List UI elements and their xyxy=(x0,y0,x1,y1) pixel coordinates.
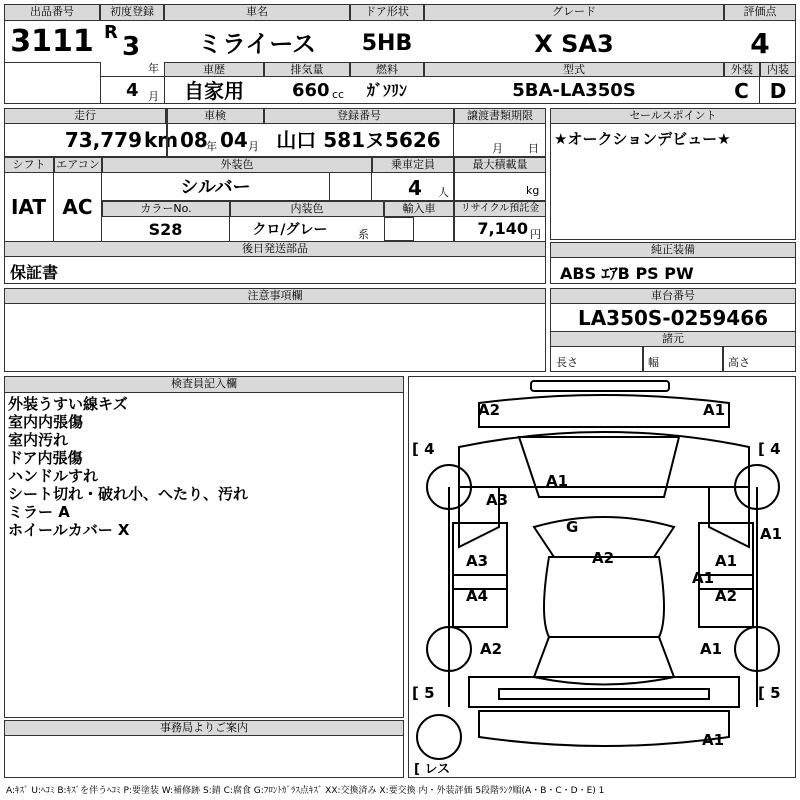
tire-tread-fl: [ 4 xyxy=(412,440,435,458)
interior-color-label: 内装色 xyxy=(230,201,384,217)
plate: 山口 581ヌ5626 xyxy=(264,124,454,156)
caution-label: 注意事項欄 xyxy=(4,288,546,304)
capacity-unit: 人 xyxy=(438,186,449,199)
tire-tread-fr: [ 4 xyxy=(758,440,781,458)
recycle-unit: 円 xyxy=(530,228,541,241)
damage-label: A1 xyxy=(700,640,723,658)
first-reg-label: 初度登録 xyxy=(100,4,164,21)
first-month: 4 xyxy=(126,80,139,101)
inspector-label: 検査員記入欄 xyxy=(4,376,404,393)
inspector-notes xyxy=(8,395,400,539)
inspector-note: 室内内張傷 xyxy=(8,413,84,431)
later-parts: 保証書 xyxy=(10,263,59,282)
inspection-year: 08 xyxy=(180,128,208,152)
lot-blank xyxy=(4,62,101,104)
divider-1 xyxy=(166,108,168,158)
inspector-note: 室内汚れ xyxy=(8,431,69,449)
chassis-number: LA350S-0259466 xyxy=(577,306,769,330)
width-label: 幅 xyxy=(648,356,659,369)
interior-color: クロ/グレー xyxy=(252,222,328,238)
tire-tread-value: 4 xyxy=(770,440,781,458)
color-no-label: カラーNo. xyxy=(102,201,230,217)
inspector-note: ミラー A xyxy=(8,503,70,521)
color-extra xyxy=(330,173,372,201)
equipment-label: 純正装備 xyxy=(550,242,796,258)
inspection-label: 車検 xyxy=(166,108,264,124)
first-year: 3 xyxy=(122,32,141,62)
damage-label: A1 xyxy=(760,525,783,543)
sales-point: ★オークションデビュー★ xyxy=(554,130,731,148)
door-label: ドア形状 xyxy=(350,4,424,21)
mileage-label: 走行 xyxy=(4,108,166,124)
interior-label: 内装 xyxy=(760,62,796,77)
sales-point-label: セールスポイント xyxy=(550,108,796,124)
damage-label: A2 xyxy=(715,587,738,605)
lot-number: 3111 xyxy=(10,24,94,59)
color: シルバー xyxy=(102,173,330,201)
legend: A:ｷｽﾞ U:ﾍｺﾐ B:ｷｽﾞを伴うﾍｺﾐ P:要塗装 W:補修跡 S:錆 C:腐食 G:ﾌﾛﾝﾄｶﾞﾗｽ点ｷｽﾞ XX:交換済み X:要交換 内・外装評価 5段階ﾗﾝｸ順(A・B・C・D・E) 1 xyxy=(6,786,605,796)
specs-label: 諸元 xyxy=(550,331,796,347)
car-name-label: 車名 xyxy=(164,4,350,21)
mileage: 73,779 xyxy=(64,128,142,152)
damage-label: A3 xyxy=(466,552,489,570)
tire-tread-value: 5 xyxy=(770,684,781,702)
exterior-label: 外装 xyxy=(724,62,760,77)
load-unit: kg xyxy=(526,184,540,197)
chassis-label: 車台番号 xyxy=(550,288,796,304)
month-unit: 月 xyxy=(148,90,159,103)
fuel: ｶﾞｿﾘﾝ xyxy=(366,81,407,100)
history-label: 車歴 xyxy=(164,62,264,77)
model-label: 型式 xyxy=(424,62,724,77)
specs-div-2 xyxy=(722,347,724,372)
inspector-note: ドア内張傷 xyxy=(8,449,83,467)
shift: IAT xyxy=(4,173,54,241)
divider-3 xyxy=(372,173,546,201)
spare-tire-value: レス xyxy=(424,762,451,777)
car-name: ミライース xyxy=(197,30,317,58)
office-label: 事務局よりご案内 xyxy=(4,720,404,736)
tire-tread-value: 4 xyxy=(424,440,435,458)
later-parts-label: 後日発送部品 xyxy=(4,241,546,257)
displacement-label: 排気量 xyxy=(264,62,350,77)
tire-tread-value: 5 xyxy=(424,684,435,702)
damage-label: G xyxy=(566,518,579,536)
displacement-unit: cc xyxy=(332,88,345,101)
damage-diagram xyxy=(408,376,796,778)
interior-color-suffix: 系 xyxy=(358,228,369,241)
load-label: 最大積載量 xyxy=(454,157,546,173)
damage-label: A3 xyxy=(486,491,509,509)
capacity: 4 xyxy=(408,176,422,200)
score-label: 評価点 xyxy=(724,4,796,21)
import-label: 輸入車 xyxy=(384,201,454,217)
history: 自家用 xyxy=(184,79,244,103)
model: 5BA-LA350S xyxy=(512,80,636,101)
damage-label: A1 xyxy=(702,731,725,749)
inspector-note: ハンドルすれ xyxy=(8,467,99,485)
interior-grade: D xyxy=(769,79,787,103)
damage-label: A1 xyxy=(692,569,715,587)
color-label: 外装色 xyxy=(102,157,372,173)
inspector-note: シート切れ・破れ小、へたり、汚れ xyxy=(8,485,249,503)
lot-label: 出品番号 xyxy=(4,4,100,21)
door-type: 5HB xyxy=(361,31,413,56)
capacity-label: 乗車定員 xyxy=(372,157,454,173)
tire-tread-rr: [ 5 xyxy=(758,684,781,702)
length-label: 長さ xyxy=(556,356,578,369)
plate-label: 登録番号 xyxy=(264,108,454,124)
recycle: 7,140 xyxy=(477,219,528,238)
equipment: ABS ｴｱB PS PW xyxy=(560,264,694,283)
inspector-note: ホイールカバー X xyxy=(8,521,130,539)
inspection-month-unit: 月 xyxy=(248,140,259,153)
score: 4 xyxy=(750,27,770,60)
transfer-day-unit: 日 xyxy=(528,142,539,155)
ac-label: エアコン xyxy=(54,157,102,173)
damage-label: A1 xyxy=(703,401,726,419)
damage-label: A2 xyxy=(478,401,501,419)
spare-tire: [ レス xyxy=(414,762,451,777)
transfer-label: 譲渡書類期限 xyxy=(454,108,546,124)
inspection-year-unit: 年 xyxy=(206,140,217,153)
import-box xyxy=(384,217,414,241)
specs-div-1 xyxy=(642,347,644,372)
grade-label: グレード xyxy=(424,4,724,21)
car-outline xyxy=(409,377,795,777)
damage-label: A2 xyxy=(592,549,615,567)
ac: AC xyxy=(54,173,102,241)
displacement: 660 xyxy=(292,80,330,101)
inspector-note: 外装うすい線キズ xyxy=(8,395,128,413)
height-label: 高さ xyxy=(728,356,750,369)
exterior-grade: C xyxy=(724,77,760,104)
era: R xyxy=(104,22,118,43)
mileage-unit: km xyxy=(144,128,179,152)
transfer-month-unit: 月 xyxy=(492,142,503,155)
recycle-label: リサイクル預託金 xyxy=(454,201,546,217)
tire-tread-rl: [ 5 xyxy=(412,684,435,702)
year-unit: 年 xyxy=(148,62,159,75)
grade: X SA3 xyxy=(534,30,614,58)
damage-label: A4 xyxy=(466,587,489,605)
shift-label: シフト xyxy=(4,157,54,173)
damage-label: A1 xyxy=(715,552,738,570)
color-no: S28 xyxy=(102,217,230,241)
damage-label: A2 xyxy=(480,640,503,658)
damage-label: A1 xyxy=(546,472,569,490)
fuel-label: 燃料 xyxy=(350,62,424,77)
inspection-month: 04 xyxy=(220,128,248,152)
